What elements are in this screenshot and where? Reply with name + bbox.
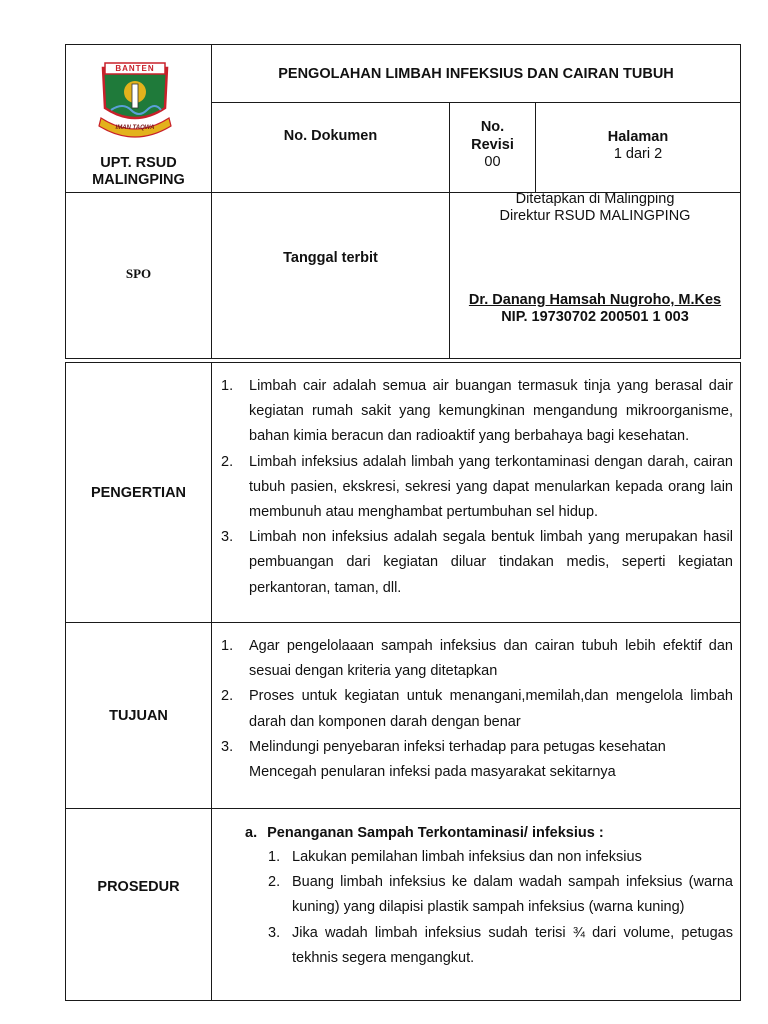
item-number: 3. bbox=[221, 529, 234, 546]
item-number: 3. bbox=[268, 924, 281, 941]
org-line-2: MALINGPING bbox=[92, 172, 185, 188]
list-item bbox=[212, 845, 733, 870]
director-name: Dr. Danang Hamsah Nugroho, M.Kes bbox=[468, 292, 722, 308]
set-line-1: Ditetapkan di Malingping bbox=[515, 191, 675, 207]
list-item bbox=[212, 684, 733, 734]
tujuan-label: TUJUAN bbox=[109, 707, 168, 724]
subheading-text: Penanganan Sampah Terkontaminasi/ infeksius : bbox=[267, 825, 604, 841]
org-name bbox=[66, 155, 211, 189]
document-title: PENGOLAHAN LIMBAH INFEKSIUS DAN CAIRAN TUBUH bbox=[278, 66, 674, 82]
item-number: 2. bbox=[268, 874, 281, 891]
item-text: Lakukan pemilahan limbah infeksius dan non infeksius bbox=[292, 849, 642, 865]
item-text: Limbah infeksius adalah limbah yang terkontaminasi dengan darah, cairan tubuh pasien, ekskresi, sekresi yang dapat menularkan kepada orang lain membunuh atau menghambat pertumbuhan sel hidup. bbox=[249, 453, 733, 521]
director-block bbox=[450, 292, 740, 326]
item-text: Limbah cair adalah semua air buangan termasuk tinja yang berasal dair kegiatan rumah sakit yang kemungkinan mengandung mikroorganisme, bahan kimia beracun dan radioaktif yang berbahaya bagi kesehatan. bbox=[249, 378, 733, 445]
pengertian-list bbox=[212, 374, 733, 601]
subheading-letter: a. bbox=[245, 825, 258, 841]
list-item bbox=[212, 634, 733, 684]
page-block bbox=[536, 129, 740, 163]
item-text: Agar pengelolaaan sampah infeksius dan cairan tubuh lebih efektif dan sesuai dengan kriteria yang ditetapkan bbox=[249, 638, 733, 680]
list-item bbox=[212, 450, 733, 526]
set-line-2: Direktur RSUD MALINGPING bbox=[499, 208, 691, 224]
list-item bbox=[212, 374, 733, 450]
item-text: Jika wadah limbah infeksius sudah terisi ¾ dari volume, petugas tekhnis segera mengangkut. bbox=[292, 924, 733, 966]
banten-logo bbox=[93, 58, 177, 142]
item-text: Proses untuk kegiatan untuk menangani,memilah,dan mengelola limbah darah dan komponen darah dengan benar bbox=[249, 688, 733, 730]
item-number: 1. bbox=[221, 378, 234, 394]
issue-date-label: Tanggal terbit bbox=[283, 250, 378, 266]
item-number: 2. bbox=[221, 688, 234, 705]
item-number: 1. bbox=[221, 638, 234, 654]
list-item bbox=[212, 735, 733, 785]
logo-text-top: BANTEN bbox=[115, 64, 155, 73]
doc-number-label: No. Dokumen bbox=[283, 128, 378, 144]
item-text: Melindungi penyebaran infeksi terhadap para petugas kesehatan Mencegah penularan infeksi pada masyarakat sekitarnya bbox=[249, 738, 666, 781]
tujuan-list bbox=[212, 634, 733, 785]
page-label: Halaman bbox=[607, 129, 669, 145]
prosedur-label: PROSEDUR bbox=[97, 879, 180, 895]
item-number: 3. bbox=[221, 738, 234, 755]
prosedur-list bbox=[212, 845, 733, 971]
logo-text-bottom: IMAN TAQWA bbox=[115, 125, 155, 131]
item-number: 1. bbox=[268, 849, 281, 865]
item-text: Limbah non infeksius adalah segala bentuk limbah yang merupakan hasil pembuangan dari kegiatan diluar tindakan medis, seperti kegiatan perkantoran, taman, dll. bbox=[249, 529, 733, 596]
pengertian-label: PENGERTIAN bbox=[90, 484, 187, 501]
spo-label: SPO bbox=[125, 266, 152, 281]
revision-label-2: Revisi bbox=[471, 136, 514, 153]
revision-label-1: No. bbox=[480, 119, 505, 135]
page-value: 1 dari 2 bbox=[613, 146, 663, 162]
revision-value: 00 bbox=[484, 154, 501, 170]
list-item bbox=[212, 921, 733, 971]
item-text: Buang limbah infeksius ke dalam wadah sampah infeksius (warna kuning) yang dilapisi plastik sampah infeksius (warna kuning) bbox=[292, 874, 733, 916]
org-line-1: UPT. RSUD bbox=[100, 155, 177, 171]
set-block bbox=[450, 191, 740, 225]
list-item bbox=[212, 870, 733, 920]
revision-block bbox=[450, 119, 535, 172]
prosedur-subheading bbox=[245, 824, 725, 842]
item-number: 2. bbox=[221, 453, 234, 470]
list-item bbox=[212, 525, 733, 601]
director-nip: NIP. 19730702 200501 1 003 bbox=[501, 309, 689, 325]
